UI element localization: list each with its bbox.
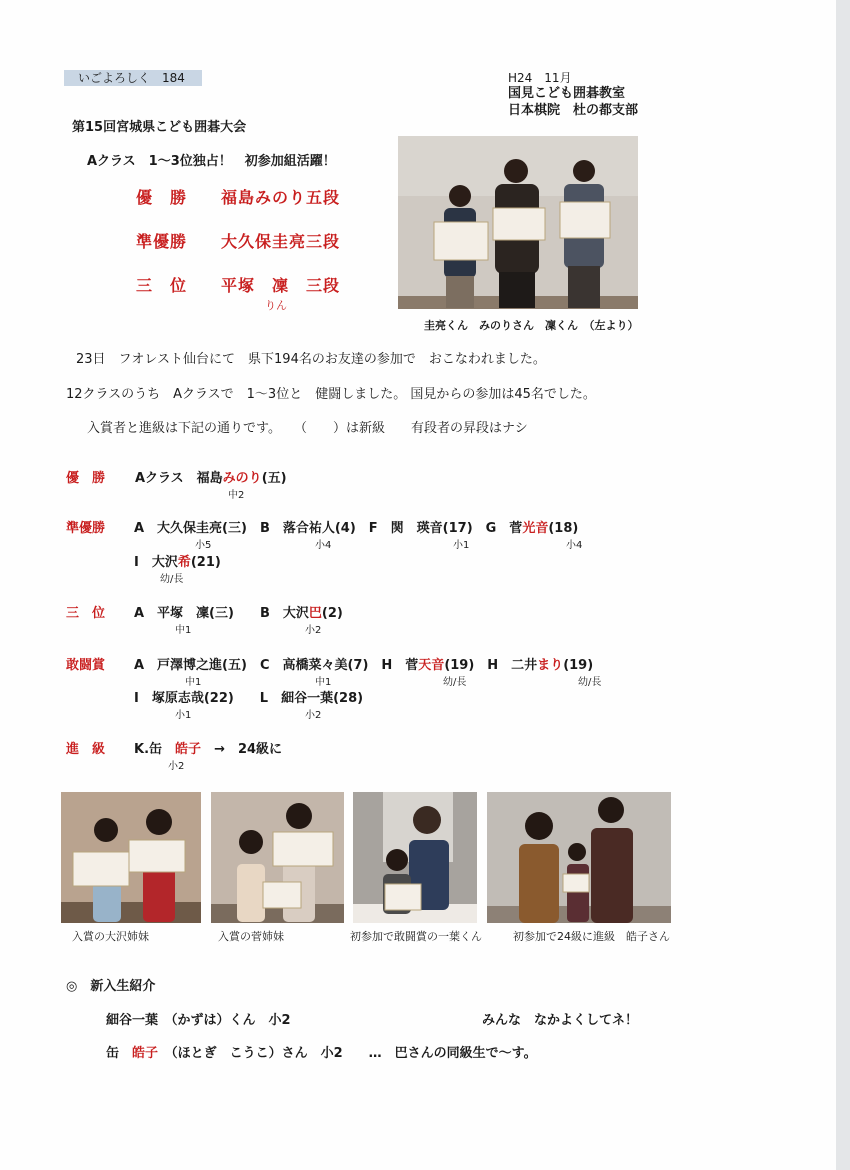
newcomers-heading: ◎ 新入生紹介 — [66, 979, 156, 994]
newcomer-2: 缶 皓子 （ほとぎ こうこ）さん 小2 … 巴さんの同級生で～す。 — [106, 1046, 537, 1061]
rank-2: 準優勝 大久保圭亮三段 — [136, 232, 341, 251]
fight-grade-4: 幼/長 — [578, 677, 602, 688]
newcomer-1: 細谷一葉 （かずは）くん 小2 — [106, 1013, 291, 1028]
fight-grade-5: 小1 — [175, 710, 192, 721]
fighting-spirit-line-1: A 戸澤博之進(五) C 高橋菜々美(7) H 菅天音(19) H 二井まり(19) — [134, 658, 594, 673]
issue-number: いごよろしく 184 — [64, 70, 202, 86]
ruby-rin: りん — [265, 299, 287, 312]
caption-osawa: 入賞の大沢姉妹 — [72, 930, 149, 943]
runner-grade-2: 小4 — [315, 540, 332, 551]
caption-kazuha: 初参加で敢闘賞の一葉くん — [350, 930, 482, 943]
winners-photo-caption: 圭亮くん みのりさん 凜くん （左より） — [424, 319, 639, 332]
runner-up-line-2: I 大沢希(21) — [134, 555, 221, 570]
fighting-spirit-label: 敢闘賞 — [66, 658, 106, 673]
rank-3: 三 位 平塚 凜 三段 — [136, 276, 341, 295]
winner-entry: Aクラス 福島みのり(五) — [135, 471, 287, 486]
promotion-label: 進 級 — [66, 742, 106, 757]
fight-grade-6: 小2 — [305, 710, 322, 721]
winner-grade: 中2 — [228, 490, 245, 501]
runner-up-label: 準優勝 — [66, 521, 106, 536]
promotion-grade: 小2 — [168, 761, 185, 772]
caption-kouko: 初参加で24級に進級 皓子さん — [513, 930, 670, 943]
photo-kouko — [487, 792, 671, 923]
photo-kazuha — [353, 792, 477, 923]
runner-grade-1: 小5 — [195, 540, 212, 551]
runner-up-line-1: A 大久保圭亮(三) B 落合祐人(4) F 関 瑛音(17) G 菅光音(18) — [134, 521, 579, 536]
caption-suga: 入賞の菅姉妹 — [218, 930, 284, 943]
third-grade-1: 中1 — [175, 625, 192, 636]
org-name: 国見こども囲碁教室 — [508, 86, 626, 101]
newcomers-message: みんな なかよくしてネ！ — [482, 1013, 639, 1028]
headline: Aクラス 1～3位独占！ 初参加組活躍！ — [87, 154, 336, 169]
promotion-line: K.缶 皓子 → 24級に — [134, 742, 283, 757]
photo-osawa-sisters — [61, 792, 201, 923]
photo-suga-sisters — [211, 792, 344, 923]
runner-grade-3: 小1 — [453, 540, 470, 551]
third-grade-2: 小2 — [305, 625, 322, 636]
rank-1: 優 勝 福島みのり五段 — [136, 188, 341, 207]
intro-line-2: 12クラスのうち Aクラスで 1～3位と 健闘しました。 国見からの参加は45名でした。 — [66, 387, 596, 402]
fight-grade-2: 中1 — [315, 677, 332, 688]
tournament-title: 第15回宮城県こども囲碁大会 — [72, 120, 247, 135]
org-branch: 日本棋院 杜の都支部 — [508, 103, 639, 118]
runner-grade-5: 幼/長 — [160, 574, 184, 585]
fight-grade-3: 幼/長 — [443, 677, 467, 688]
third-label: 三 位 — [66, 606, 106, 621]
page-edge — [836, 0, 850, 1170]
winner-label: 優 勝 — [66, 471, 106, 486]
fight-grade-1: 中1 — [185, 677, 202, 688]
fighting-spirit-line-2: I 塚原志哉(22) L 細谷一葉(28) — [134, 691, 364, 706]
intro-line-1: 23日 フオレスト仙台にて 県下194名のお友達の参加で おこなわれました。 — [76, 352, 546, 367]
third-line: A 平塚 凜(三) B 大沢巴(2) — [134, 606, 343, 621]
runner-grade-4: 小4 — [566, 540, 583, 551]
issue-date: H24 11月 — [508, 71, 572, 85]
winners-photo — [398, 136, 638, 309]
intro-line-3: 入賞者と進級は下記の通りです。 （ ）は新級 有段者の昇段はナシ — [87, 421, 528, 436]
